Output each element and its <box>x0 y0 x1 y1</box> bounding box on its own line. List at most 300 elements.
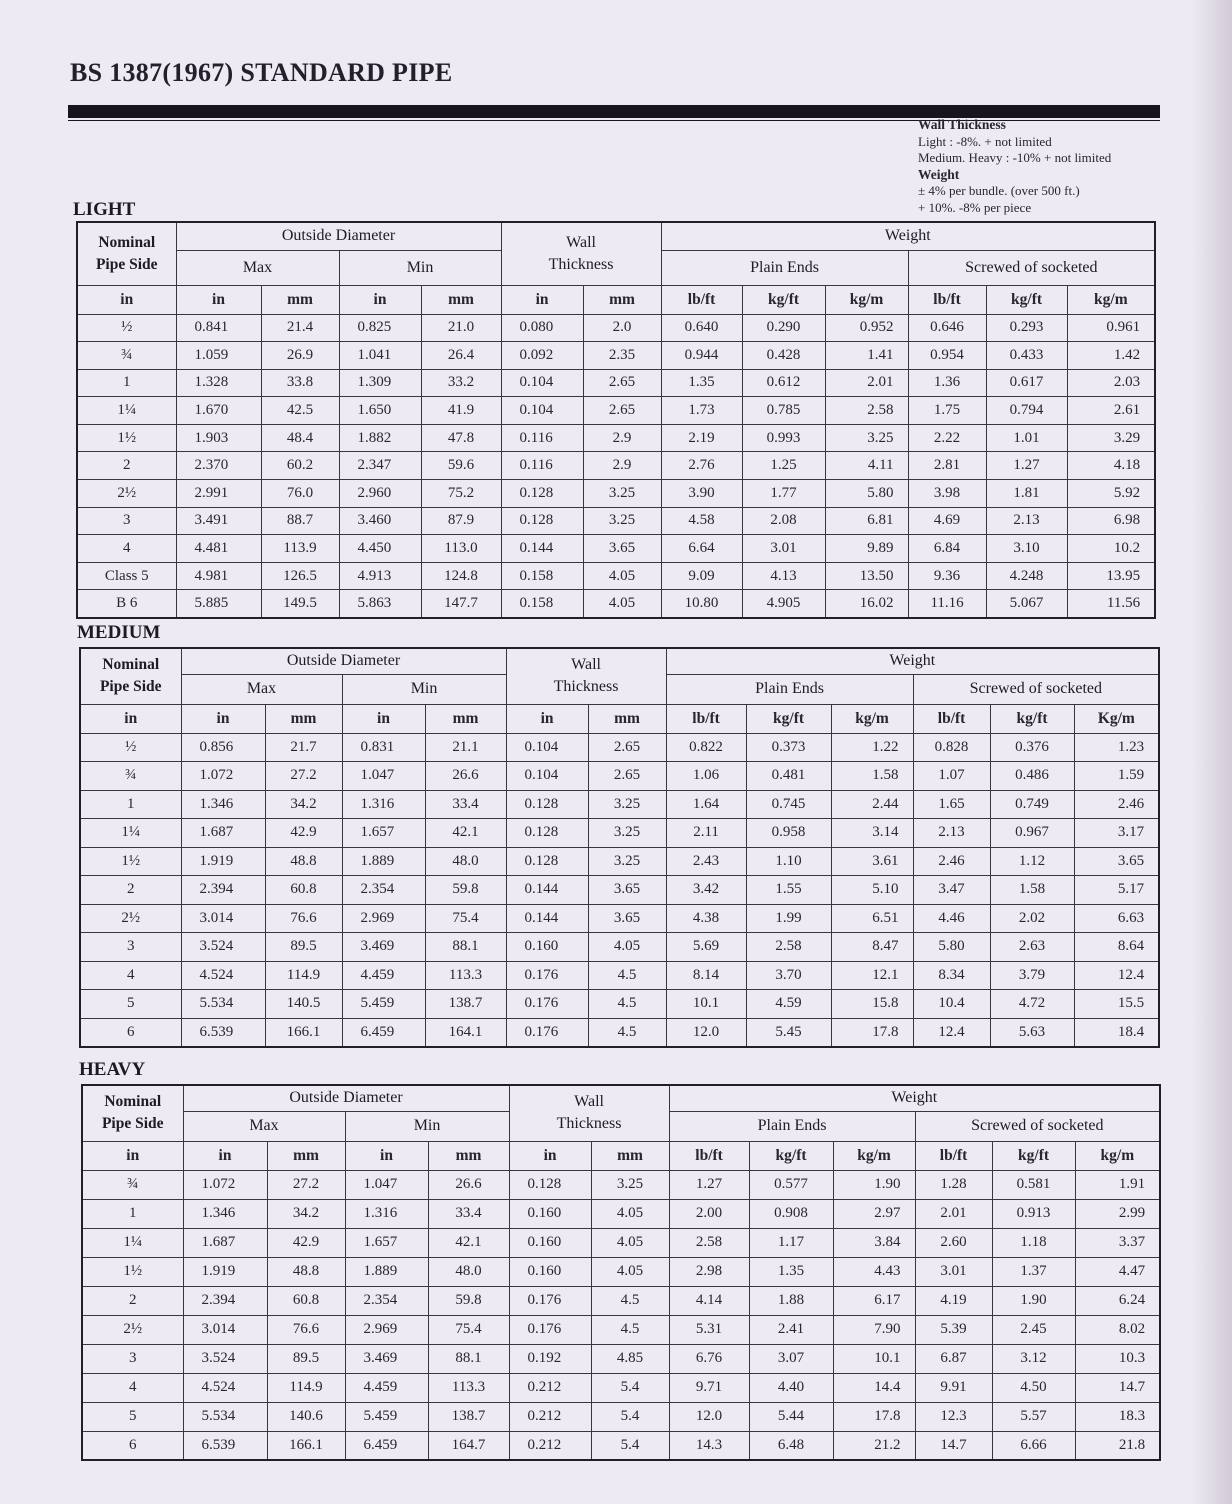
nominal-size-cell: ¾ <box>77 342 176 370</box>
table-cell: 18.3 <box>1075 1402 1160 1431</box>
table-row <box>77 397 1155 425</box>
table-cell: 1.047 <box>342 762 425 791</box>
table-cell: 3.65 <box>1074 847 1159 876</box>
table-cell: 5.31 <box>669 1315 749 1344</box>
table-row <box>80 762 1159 791</box>
table-cell: 1.77 <box>742 480 825 508</box>
table-cell: 0.967 <box>990 819 1074 848</box>
plain-ends-header: Plain Ends <box>661 250 908 285</box>
nominal-size-cell: 3 <box>77 507 176 535</box>
table-cell: 1.670 <box>176 397 261 425</box>
table-cell: 0.828 <box>913 733 990 762</box>
nominal-size-cell: Class 5 <box>77 562 176 590</box>
tolerance-notes <box>918 117 1178 216</box>
table-cell: 3.25 <box>588 847 666 876</box>
wall-header-line2: Thickness <box>548 255 614 273</box>
weight-header: Weight <box>661 222 1155 250</box>
table-cell: 1.18 <box>992 1228 1075 1257</box>
table-cell: 164.7 <box>428 1431 509 1460</box>
unit-cell: kg/m <box>1067 285 1155 314</box>
table-cell: 1.06 <box>666 762 746 791</box>
table-cell: 0.794 <box>986 397 1067 425</box>
table-cell: 4.5 <box>588 961 666 990</box>
nominal-size-cell: 3 <box>82 1344 183 1373</box>
table-row <box>80 1018 1159 1047</box>
table-cell: 60.2 <box>261 452 339 480</box>
table-cell: 21.4 <box>261 314 339 342</box>
table-cell: 3.61 <box>831 847 913 876</box>
table-cell: 14.7 <box>915 1431 992 1460</box>
nominal-size-cell: B 6 <box>77 590 176 618</box>
table-cell: 0.433 <box>986 342 1067 370</box>
table-cell: 3.25 <box>588 790 666 819</box>
table-cell: 48.4 <box>261 424 339 452</box>
table-cell: 1.58 <box>990 876 1074 905</box>
table-cell: 1.346 <box>181 790 265 819</box>
table-cell: 1.316 <box>342 790 425 819</box>
table-cell: 3.17 <box>1074 819 1159 848</box>
table-cell: 2.99 <box>1075 1199 1160 1228</box>
table-cell: 21.7 <box>265 733 342 762</box>
table-cell: 76.6 <box>267 1315 345 1344</box>
unit-cell: kg/m <box>1075 1141 1160 1170</box>
table-cell: 3.65 <box>583 535 661 563</box>
table-cell: 0.128 <box>501 507 583 535</box>
table-cell: 0.908 <box>749 1199 833 1228</box>
table-cell: 1.346 <box>183 1199 267 1228</box>
table-cell: 4.524 <box>181 961 265 990</box>
table-cell: 6.48 <box>749 1431 833 1460</box>
unit-cell: kg/ft <box>742 285 825 314</box>
table-cell: 1.072 <box>181 762 265 791</box>
table-row <box>82 1170 1160 1199</box>
table-cell: 5.80 <box>825 480 908 508</box>
table-cell: 26.9 <box>261 342 339 370</box>
table-cell: 1.687 <box>183 1228 267 1257</box>
table-cell: 26.6 <box>428 1170 509 1199</box>
table-cell: 1.657 <box>342 819 425 848</box>
table-row <box>82 1344 1160 1373</box>
nominal-size-cell: 1¼ <box>82 1228 183 1257</box>
unit-cell: in <box>506 704 588 733</box>
table-cell: 4.905 <box>742 590 825 618</box>
table-cell: 3.65 <box>588 904 666 933</box>
table-cell: 5.4 <box>591 1373 669 1402</box>
table-cell: 2.02 <box>990 904 1074 933</box>
table-cell: 10.1 <box>833 1344 915 1373</box>
table-cell: 6.51 <box>831 904 913 933</box>
table-cell: 3.47 <box>913 876 990 905</box>
unit-cell: in <box>345 1141 428 1170</box>
table-cell: 13.50 <box>825 562 908 590</box>
table-cell: 6.17 <box>833 1286 915 1315</box>
table-cell: 3.469 <box>342 933 425 962</box>
table-row <box>82 1431 1160 1460</box>
table-cell: 2.354 <box>345 1286 428 1315</box>
table-row <box>82 1257 1160 1286</box>
table-cell: 1.35 <box>749 1257 833 1286</box>
table-cell: 4.05 <box>591 1199 669 1228</box>
table-cell: 1.59 <box>1074 762 1159 791</box>
unit-cell: in <box>509 1141 591 1170</box>
table-cell: 0.128 <box>506 847 588 876</box>
wall-tolerance-heading: Wall Thickness <box>918 117 1006 132</box>
unit-cell: kg/ft <box>986 285 1067 314</box>
table-cell: 0.481 <box>746 762 831 791</box>
table-cell: 4.5 <box>588 990 666 1019</box>
table-cell: 0.128 <box>509 1170 591 1199</box>
table-cell: 5.459 <box>342 990 425 1019</box>
table-cell: 3.14 <box>831 819 913 848</box>
table-row <box>77 369 1155 397</box>
table-cell: 5.17 <box>1074 876 1159 905</box>
table-cell: 2.9 <box>583 424 661 452</box>
table-cell: 3.01 <box>915 1257 992 1286</box>
table-cell: 2.65 <box>588 733 666 762</box>
table-cell: 166.1 <box>265 1018 342 1047</box>
table-cell: 26.4 <box>421 342 501 370</box>
max-header: Max <box>176 250 339 285</box>
table-cell: 140.6 <box>267 1402 345 1431</box>
table-cell: 0.192 <box>509 1344 591 1373</box>
table-cell: 0.993 <box>742 424 825 452</box>
unit-cell: mm <box>583 285 661 314</box>
table-row <box>82 1199 1160 1228</box>
table-cell: 2.00 <box>669 1199 749 1228</box>
table-cell: 2.13 <box>913 819 990 848</box>
table-cell: 1.882 <box>339 424 421 452</box>
table-cell: 10.1 <box>666 990 746 1019</box>
table-cell: 8.64 <box>1074 933 1159 962</box>
table-cell: 4.38 <box>666 904 746 933</box>
table-cell: 113.9 <box>261 535 339 563</box>
table-cell: 88.1 <box>425 933 506 962</box>
wall-header-line2: Thickness <box>556 1115 622 1133</box>
table-cell: 6.66 <box>992 1431 1075 1460</box>
table-cell: 9.36 <box>908 562 986 590</box>
table-cell: 0.293 <box>986 314 1067 342</box>
table-cell: 1.65 <box>913 790 990 819</box>
table-cell: 9.89 <box>825 535 908 563</box>
table-cell: 4.14 <box>669 1286 749 1315</box>
table-cell: 1.07 <box>913 762 990 791</box>
unit-cell: kg/ft <box>746 704 831 733</box>
table-cell: 0.128 <box>501 480 583 508</box>
table-cell: 6.24 <box>1075 1286 1160 1315</box>
table-cell: 4.05 <box>591 1228 669 1257</box>
table-cell: 5.45 <box>746 1018 831 1047</box>
table-cell: 48.8 <box>267 1257 345 1286</box>
table-cell: 2.41 <box>749 1315 833 1344</box>
table-cell: 6.63 <box>1074 904 1159 933</box>
table-cell: 89.5 <box>267 1344 345 1373</box>
table-cell: 17.8 <box>833 1402 915 1431</box>
table-cell: 138.7 <box>428 1402 509 1431</box>
table-cell: 17.8 <box>831 1018 913 1047</box>
table-cell: 1.36 <box>908 369 986 397</box>
table-cell: 0.176 <box>509 1315 591 1344</box>
table-cell: 2.11 <box>666 819 746 848</box>
table-cell: 0.952 <box>825 314 908 342</box>
nominal-size-cell: 2 <box>80 876 181 905</box>
table-row <box>77 535 1155 563</box>
table-cell: 2.43 <box>666 847 746 876</box>
table-cell: 4.69 <box>908 507 986 535</box>
table-row <box>82 1315 1160 1344</box>
table-cell: 1.35 <box>661 369 742 397</box>
wall-thickness-header <box>506 648 666 704</box>
table-cell: 2.03 <box>1067 369 1155 397</box>
unit-cell: in <box>82 1141 183 1170</box>
nominal-size-cell: 1¼ <box>77 397 176 425</box>
table-cell: 1.27 <box>986 452 1067 480</box>
table-cell: 1.73 <box>661 397 742 425</box>
table-cell: 48.0 <box>425 847 506 876</box>
table-cell: 0.176 <box>506 961 588 990</box>
unit-cell: in <box>342 704 425 733</box>
table-cell: 59.8 <box>425 876 506 905</box>
nominal-size-cell: 1 <box>82 1199 183 1228</box>
table-cell: 4.58 <box>661 507 742 535</box>
table-cell: 21.0 <box>421 314 501 342</box>
table-cell: 0.954 <box>908 342 986 370</box>
nominal-header-line2: Pipe Side <box>101 1115 164 1133</box>
table-cell: 0.376 <box>990 733 1074 762</box>
table-cell: 47.8 <box>421 424 501 452</box>
nominal-header <box>80 648 181 704</box>
section-label-medium: MEDIUM <box>77 622 161 643</box>
table-cell: 1.25 <box>742 452 825 480</box>
table-cell: 18.4 <box>1074 1018 1159 1047</box>
table-cell: 33.4 <box>425 790 506 819</box>
table-cell: 4.11 <box>825 452 908 480</box>
table-cell: 2.63 <box>990 933 1074 962</box>
section-label-heavy: HEAVY <box>79 1059 146 1080</box>
table-cell: 0.080 <box>501 314 583 342</box>
table-row <box>77 507 1155 535</box>
table-cell: 1.91 <box>1075 1170 1160 1199</box>
screwed-socketed-header: Screwed of socketed <box>908 250 1155 285</box>
table-cell: 8.47 <box>831 933 913 962</box>
table-cell: 113.3 <box>425 961 506 990</box>
nominal-size-cell: ½ <box>77 314 176 342</box>
table-cell: 34.2 <box>265 790 342 819</box>
table-cell: 0.092 <box>501 342 583 370</box>
weight-tolerance-piece: + 10%. -8% per piece <box>918 199 1032 215</box>
table-cell: 0.785 <box>742 397 825 425</box>
table-cell: 3.12 <box>992 1344 1075 1373</box>
unit-cell: Kg/m <box>1074 704 1159 733</box>
table-cell: 42.1 <box>425 819 506 848</box>
table-cell: 0.831 <box>342 733 425 762</box>
table-cell: 3.524 <box>183 1344 267 1373</box>
unit-cell: in <box>181 704 265 733</box>
table-cell: 6.64 <box>661 535 742 563</box>
table-cell: 1.903 <box>176 424 261 452</box>
table-cell: 3.524 <box>181 933 265 962</box>
weight-tolerance-heading: Weight <box>918 166 960 182</box>
table-cell: 12.4 <box>913 1018 990 1047</box>
table-cell: 114.9 <box>267 1373 345 1402</box>
table-row <box>77 342 1155 370</box>
table-cell: 0.822 <box>666 733 746 762</box>
table-cell: 9.09 <box>661 562 742 590</box>
table-cell: 60.8 <box>265 876 342 905</box>
table-cell: 3.10 <box>986 535 1067 563</box>
table-row <box>77 424 1155 452</box>
table-row <box>77 314 1155 342</box>
table-cell: 1.17 <box>749 1228 833 1257</box>
table-cell: 1.047 <box>345 1170 428 1199</box>
table-cell: 1.919 <box>181 847 265 876</box>
table-cell: 1.41 <box>825 342 908 370</box>
nominal-size-cell: 1 <box>77 369 176 397</box>
table-cell: 1.650 <box>339 397 421 425</box>
table-cell: 14.3 <box>669 1431 749 1460</box>
nominal-size-cell: ½ <box>80 733 181 762</box>
unit-cell: kg/m <box>831 704 913 733</box>
table-cell: 60.8 <box>267 1286 345 1315</box>
nominal-header-line1: Nominal <box>98 233 156 251</box>
table-cell: 5.534 <box>183 1402 267 1431</box>
table-cell: 4.05 <box>588 933 666 962</box>
table-cell: 5.44 <box>749 1402 833 1431</box>
table-cell: 4.459 <box>342 961 425 990</box>
wall-thickness-header <box>509 1085 669 1141</box>
unit-cell: kg/m <box>833 1141 915 1170</box>
unit-cell: lb/ft <box>661 285 742 314</box>
table-cell: 88.7 <box>261 507 339 535</box>
table-cell: 4.85 <box>591 1344 669 1373</box>
table-cell: 3.37 <box>1075 1228 1160 1257</box>
nominal-size-cell: 6 <box>80 1018 181 1047</box>
table-cell: 42.9 <box>265 819 342 848</box>
table-cell: 21.8 <box>1075 1431 1160 1460</box>
table-cell: 5.067 <box>986 590 1067 618</box>
table-cell: 6.84 <box>908 535 986 563</box>
table-row <box>82 1286 1160 1315</box>
table-cell: 21.2 <box>833 1431 915 1460</box>
unit-cell: lb/ft <box>913 704 990 733</box>
table-cell: 126.5 <box>261 562 339 590</box>
table-cell: 0.640 <box>661 314 742 342</box>
min-header: Min <box>342 674 506 704</box>
table-cell: 3.469 <box>345 1344 428 1373</box>
unit-cell: in <box>183 1141 267 1170</box>
table-cell: 2.0 <box>583 314 661 342</box>
table-cell: 2.45 <box>992 1315 1075 1344</box>
table-cell: 8.14 <box>666 961 746 990</box>
table-cell: 1.23 <box>1074 733 1159 762</box>
table-cell: 2.347 <box>339 452 421 480</box>
table-cell: 0.958 <box>746 819 831 848</box>
table-cell: 4.459 <box>345 1373 428 1402</box>
table-cell: 5.69 <box>666 933 746 962</box>
outside-diameter-header: Outside Diameter <box>176 222 501 250</box>
units-row <box>82 1141 1160 1170</box>
table-cell: 3.25 <box>825 424 908 452</box>
unit-cell: kg/ft <box>749 1141 833 1170</box>
table-cell: 4.19 <box>915 1286 992 1315</box>
unit-cell: lb/ft <box>669 1141 749 1170</box>
table-cell: 1.919 <box>183 1257 267 1286</box>
table-cell: 113.3 <box>428 1373 509 1402</box>
table-cell: 2.44 <box>831 790 913 819</box>
table-cell: 15.8 <box>831 990 913 1019</box>
table-cell: 0.160 <box>509 1199 591 1228</box>
unit-cell: mm <box>267 1141 345 1170</box>
nominal-size-cell: 1¼ <box>80 819 181 848</box>
table-cell: 2.61 <box>1067 397 1155 425</box>
table-cell: 0.486 <box>990 762 1074 791</box>
wall-header-line1: Wall <box>571 656 601 674</box>
table-cell: 0.160 <box>509 1257 591 1286</box>
table-cell: 33.2 <box>421 369 501 397</box>
table-cell: 3.01 <box>742 535 825 563</box>
table-cell: 0.104 <box>506 733 588 762</box>
table-cell: 0.176 <box>509 1286 591 1315</box>
table-cell: 2.46 <box>913 847 990 876</box>
table-cell: 0.961 <box>1067 314 1155 342</box>
table-cell: 1.12 <box>990 847 1074 876</box>
table-cell: 2.969 <box>345 1315 428 1344</box>
table-cell: 4.05 <box>583 562 661 590</box>
weight-tolerance-bundle: ± 4% per bundle. (over 500 ft.) <box>918 183 1080 198</box>
table-cell: 13.95 <box>1067 562 1155 590</box>
table-cell: 4.05 <box>591 1257 669 1286</box>
table-cell: 0.749 <box>990 790 1074 819</box>
table-cell: 6.539 <box>181 1018 265 1047</box>
max-header: Max <box>183 1111 345 1141</box>
nominal-size-cell: 6 <box>82 1431 183 1460</box>
table-cell: 5.4 <box>591 1431 669 1460</box>
table-cell: 2.58 <box>669 1228 749 1257</box>
table-cell: 41.9 <box>421 397 501 425</box>
table-cell: 3.29 <box>1067 424 1155 452</box>
table-cell: 6.459 <box>342 1018 425 1047</box>
table-cell: 0.160 <box>509 1228 591 1257</box>
table-cell: 14.7 <box>1075 1373 1160 1402</box>
table-cell: 1.27 <box>669 1170 749 1199</box>
table-cell: 1.687 <box>181 819 265 848</box>
table-cell: 4.59 <box>746 990 831 1019</box>
table-cell: 2.60 <box>915 1228 992 1257</box>
table-cell: 4.40 <box>749 1373 833 1402</box>
outside-diameter-header: Outside Diameter <box>183 1085 509 1111</box>
nominal-size-cell: 5 <box>80 990 181 1019</box>
heavy-pipe-table <box>81 1084 1161 1461</box>
table-cell: 75.2 <box>421 480 501 508</box>
unit-cell: lb/ft <box>915 1141 992 1170</box>
table-cell: 10.3 <box>1075 1344 1160 1373</box>
table-cell: 2.97 <box>833 1199 915 1228</box>
unit-cell: kg/m <box>825 285 908 314</box>
table-cell: 2.960 <box>339 480 421 508</box>
table-cell: 1.99 <box>746 904 831 933</box>
max-header: Max <box>181 674 342 704</box>
table-cell: 3.25 <box>591 1170 669 1199</box>
unit-cell: in <box>176 285 261 314</box>
table-cell: 0.104 <box>506 762 588 791</box>
table-row <box>80 990 1159 1019</box>
table-row <box>80 961 1159 990</box>
table-cell: 9.71 <box>669 1373 749 1402</box>
table-cell: 2.370 <box>176 452 261 480</box>
weight-header: Weight <box>669 1085 1160 1111</box>
table-cell: 4.05 <box>583 590 661 618</box>
table-cell: 2.98 <box>669 1257 749 1286</box>
table-cell: 1.657 <box>345 1228 428 1257</box>
